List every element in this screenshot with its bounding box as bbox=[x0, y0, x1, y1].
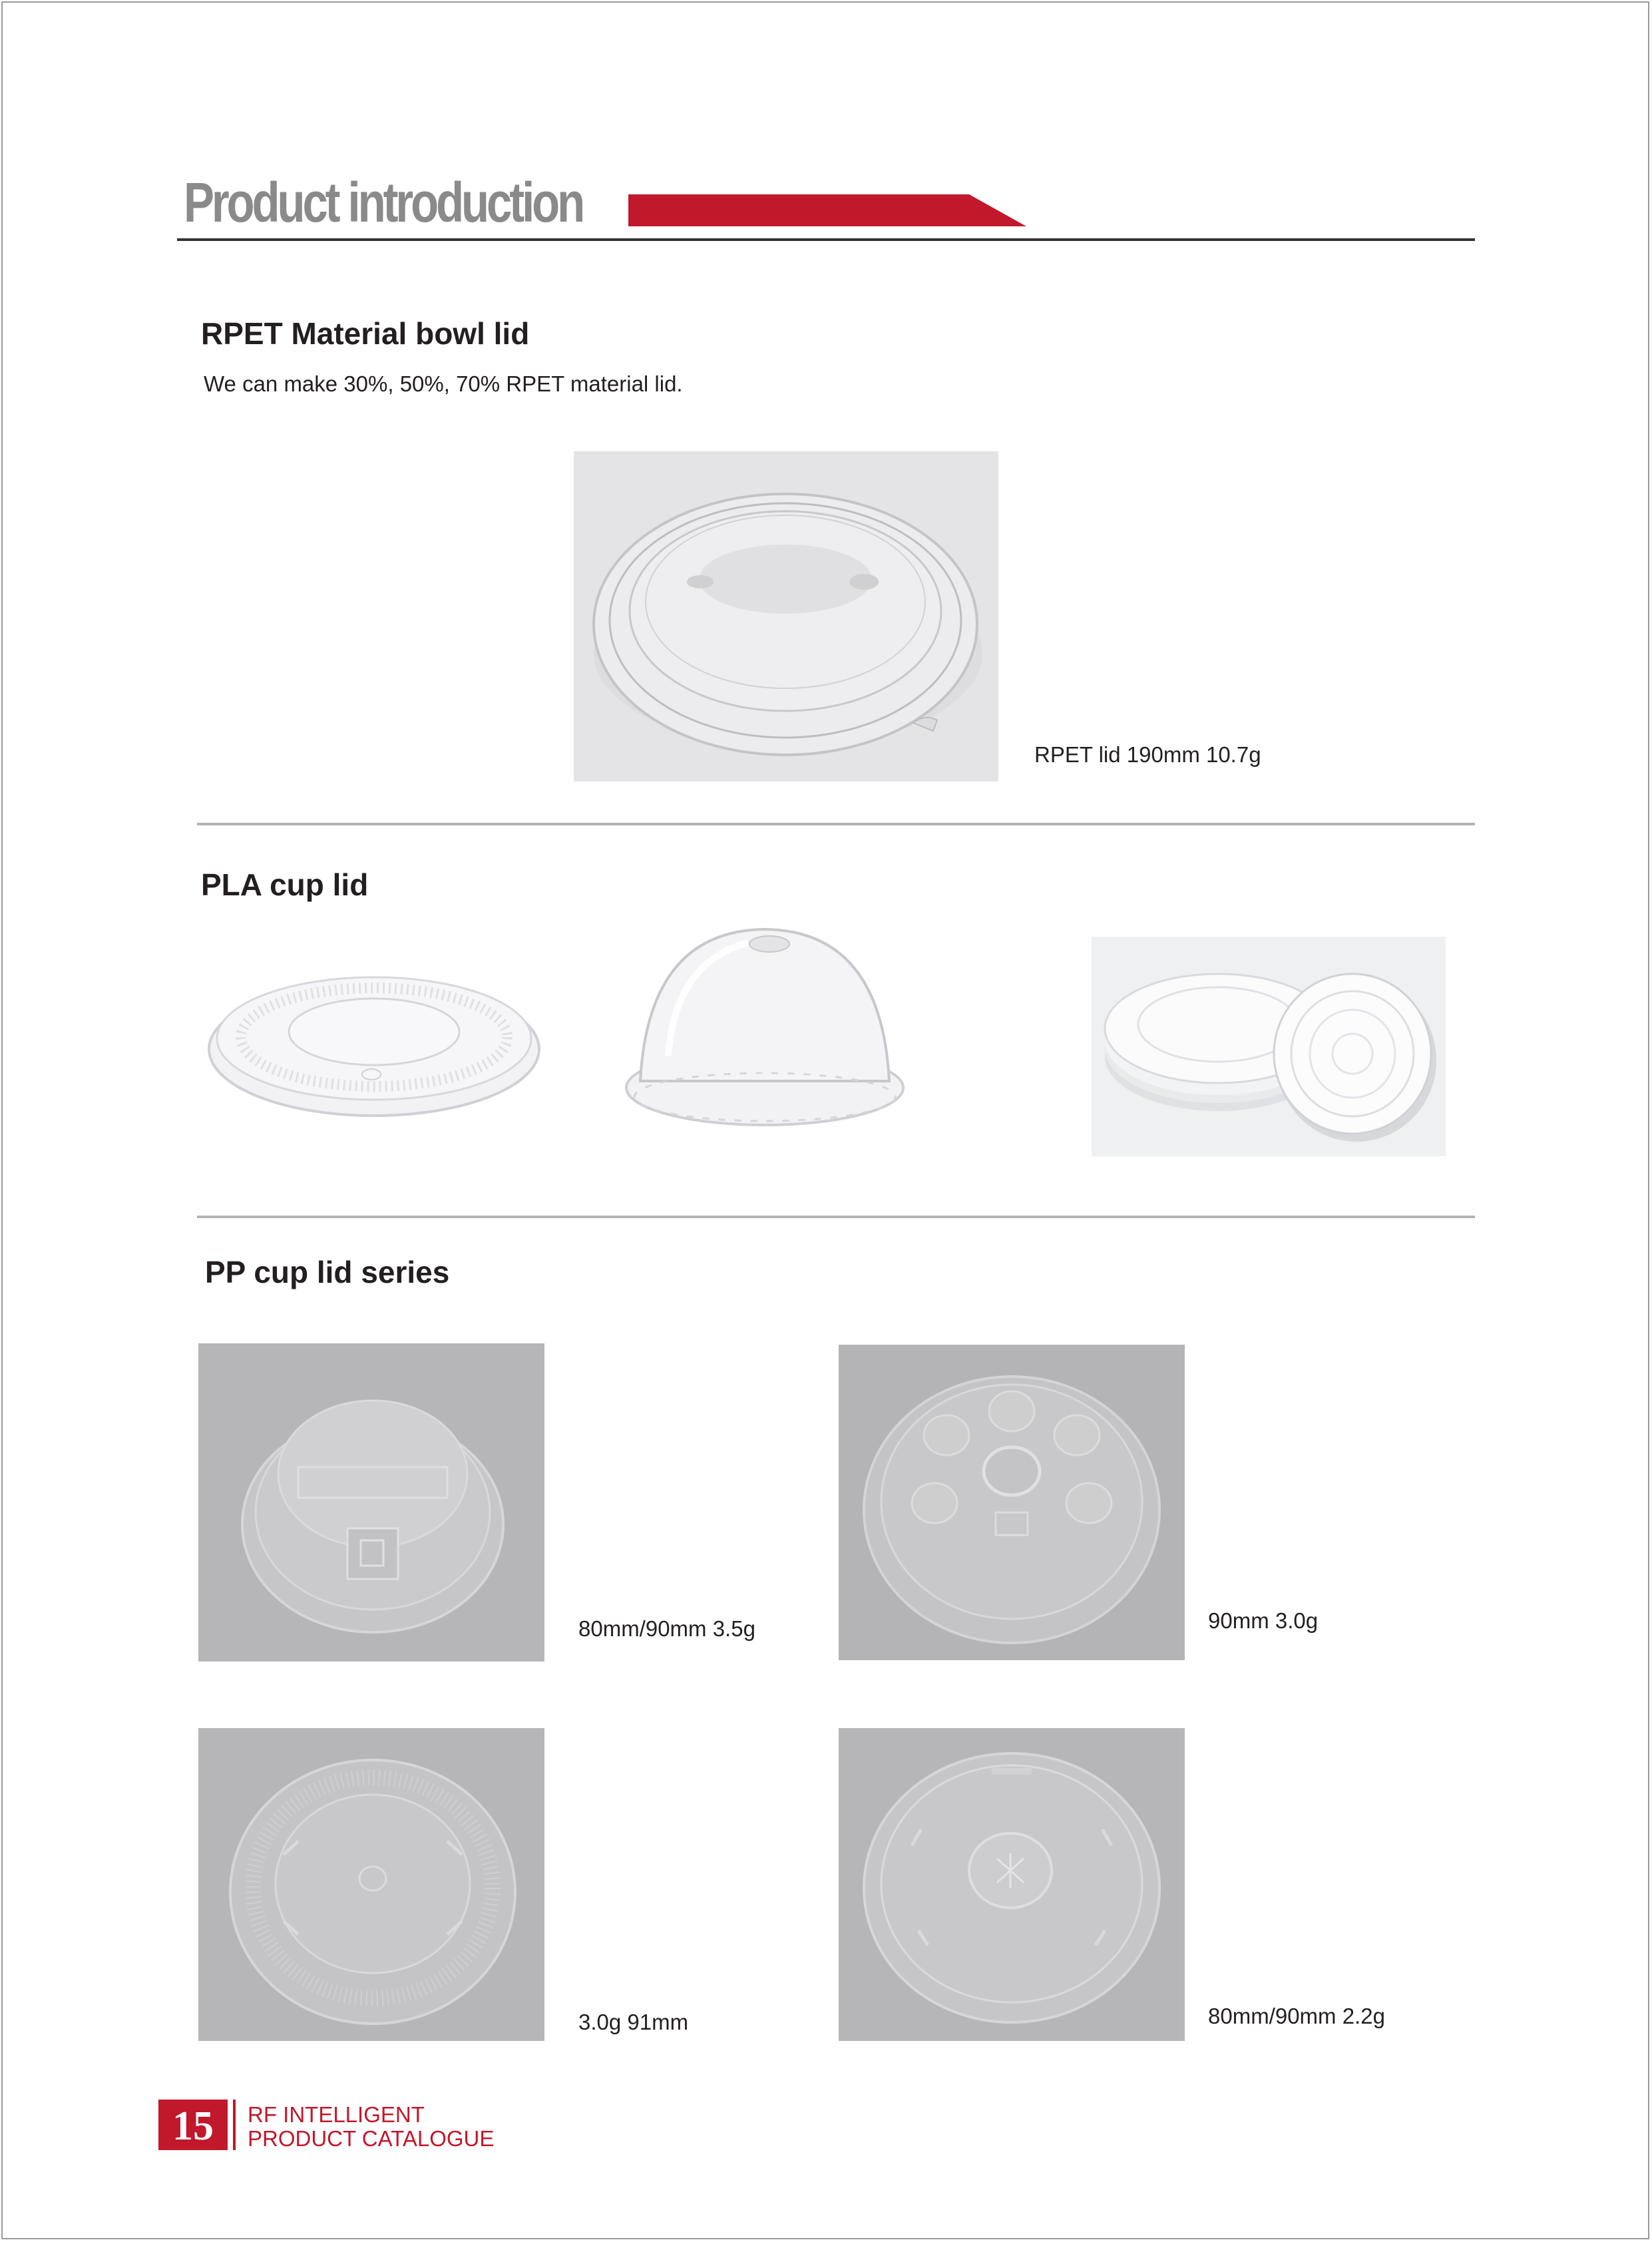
page-title: Product introduction bbox=[184, 171, 583, 234]
pp-caption-2: 90mm 3.0g bbox=[1208, 1608, 1319, 1633]
rpet-caption: RPET lid 190mm 10.7g bbox=[1034, 742, 1261, 767]
rpet-lid-photo bbox=[574, 451, 998, 782]
footer-line-2: PRODUCT CATALOGUE bbox=[248, 2126, 495, 2151]
pp-caption-3: 3.0g 91mm bbox=[578, 2010, 689, 2034]
flat-lid-photo bbox=[201, 944, 547, 1124]
section-title-pla: PLA cup lid bbox=[201, 867, 369, 902]
white-lid-stack-photo bbox=[1092, 937, 1446, 1156]
footer-line-1: RF INTELLIGENT bbox=[248, 2102, 425, 2127]
footer-accent-bar bbox=[233, 2100, 236, 2150]
pp-caption-4: 80mm/90mm 2.2g bbox=[1208, 2004, 1385, 2028]
bubble-lid-photo bbox=[839, 1345, 1185, 1660]
dome-lid-photo bbox=[622, 923, 908, 1128]
header-rule bbox=[177, 238, 1475, 241]
sip-lid-photo bbox=[198, 1343, 544, 1662]
straw-slot-lid-photo bbox=[198, 1728, 544, 2041]
page-number: 15 bbox=[158, 2100, 228, 2150]
header-accent-bar bbox=[628, 194, 1026, 226]
rpet-description: We can make 30%, 50%, 70% RPET material lid. bbox=[204, 371, 683, 396]
section-divider-1 bbox=[197, 823, 1475, 825]
section-divider-2 bbox=[197, 1216, 1475, 1218]
cross-slit-lid-photo bbox=[839, 1728, 1185, 2041]
section-title-pp: PP cup lid series bbox=[205, 1255, 450, 1289]
section-title-rpet: RPET Material bowl lid bbox=[201, 316, 530, 351]
pp-caption-1: 80mm/90mm 3.5g bbox=[578, 1616, 755, 1641]
